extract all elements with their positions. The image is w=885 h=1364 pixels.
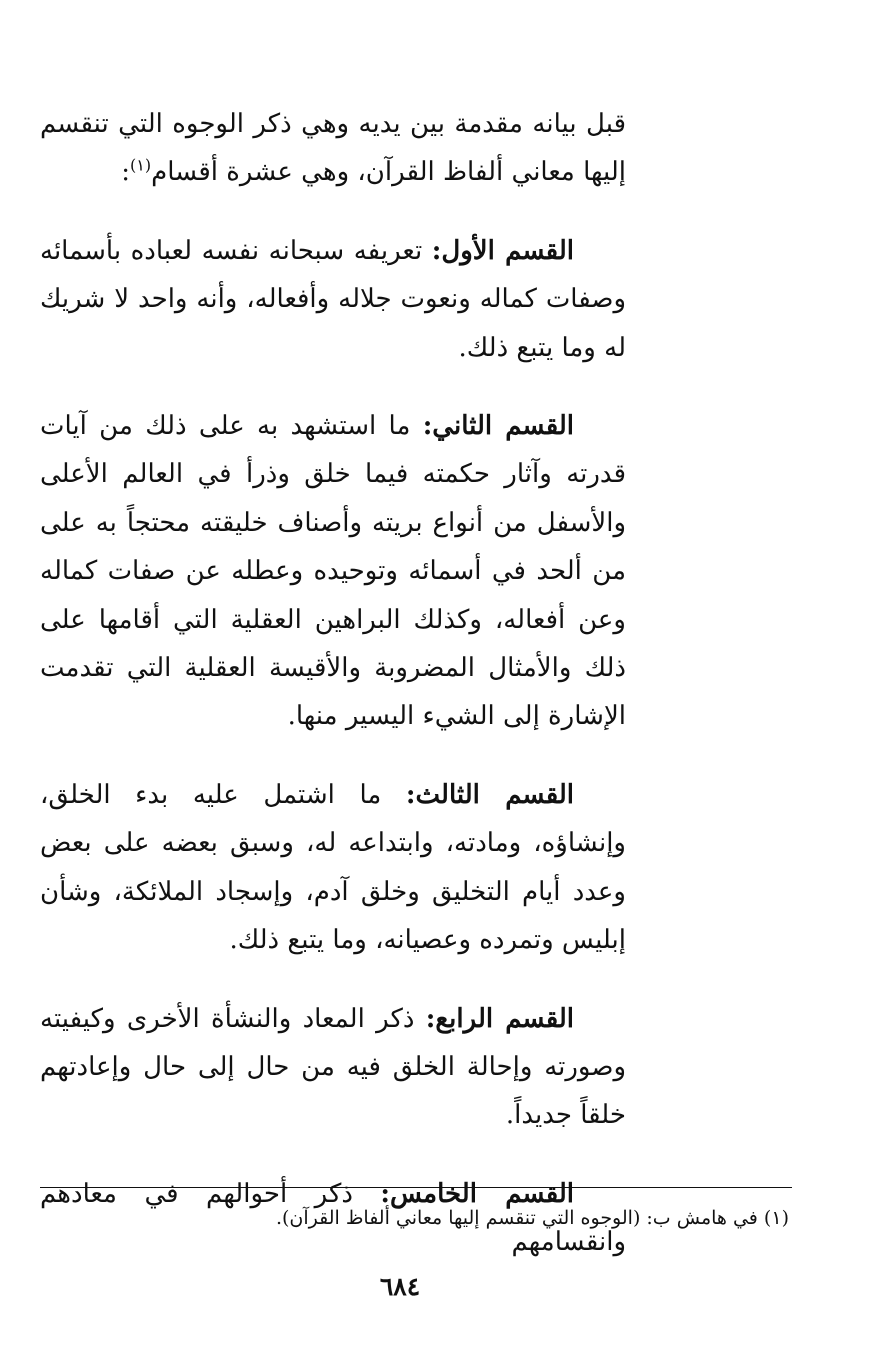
section-heading: القسم الثالث: [405,779,575,810]
section-heading: القسم الخامس: [380,1178,574,1209]
section-paragraph [40,227,626,372]
section-text: ذكر أحوالهم في معادهم وانقسامهم [40,1178,626,1258]
section-text: ما اشتمل عليه بدء الخلق، وإنشاؤه، ومادته، وابتداعه له، وسبق بعضه على بعض وعدد أيام التخليق وخلق آدم، وإسجاد الملائكة، وشأن إبليس وتمرده وعصيانه، وما يتبع ذلك. [40,779,626,956]
footnote-reference[interactable]: (١) [130,155,152,175]
section-paragraph [40,402,626,741]
intro-text: قبل بيانه مقدمة بين يديه وهي ذكر الوجوه التي تنقسم إليها معاني ألفاظ القرآن، وهي عشرة أقسام [40,109,626,188]
section-heading: القسم الرابع: [425,1003,575,1034]
section-paragraph [40,995,626,1140]
page-number: ٦٨٤ [379,1272,421,1301]
intro-paragraph [40,100,626,197]
intro-tail: : [121,157,131,188]
footnote: (١) في هامش ب: (الوجوه التي تنقسم إليها معاني ألفاظ القرآن). [275,1207,789,1229]
section-text: ما استشهد به على ذلك من آيات قدرته وآثار حكمته فيما خلق وذرأ في العالم الأعلى والأسفل من أنواع بريته وأصناف خليقته محتجاً به على من ألحد في أسمائه وتوحيده وعطله عن صفات كماله وعن أفعاله، وكذلك البراهين العقلية التي أقامها على ذلك والأمثال المضروبة والأقيسة العقلية التي تقدمت الإشارة إلى الشيء اليسير منها. [40,411,626,732]
section-heading: القسم الأول: [431,235,574,266]
main-text [40,100,626,1297]
section-text: ذكر المعاد والنشأة الأخرى وكيفيته وصورته وإحالة الخلق فيه من حال إلى حال وإعادتهم خلقاً جديداً. [40,1003,626,1131]
section-paragraph [40,771,626,965]
footnote-divider [40,1187,792,1188]
section-heading: القسم الثاني: [422,411,575,442]
section-text: تعريفه سبحانه نفسه لعباده بأسمائه وصفات كماله ونعوت جلاله وأفعاله، وأنه واحد لا شريك له وما يتبع ذلك. [40,235,626,363]
